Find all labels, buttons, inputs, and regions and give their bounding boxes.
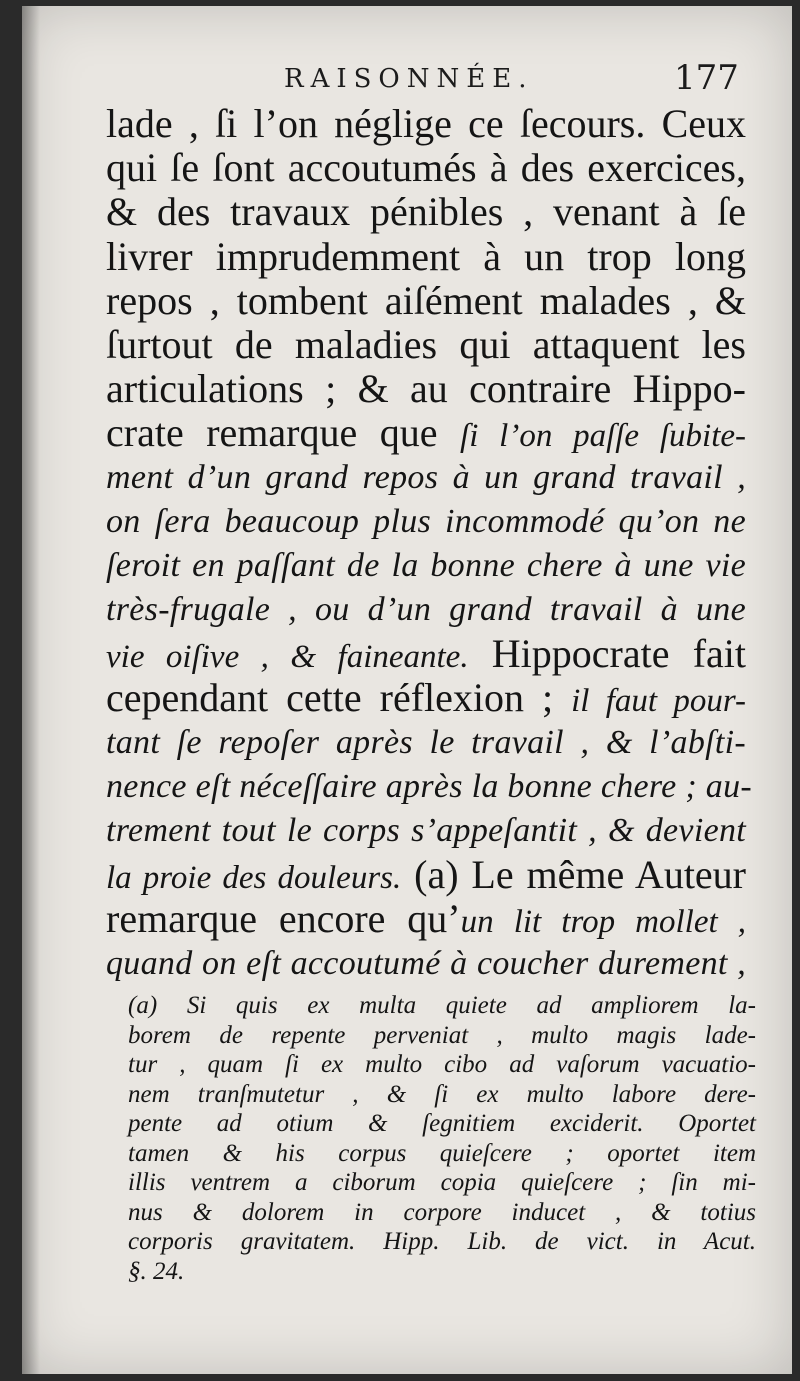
footnote-line: tur , quam ſi ex multo cibo ad vaſorum vacuatio- [128, 1051, 756, 1078]
body-line-italic: quand on eſt accoutumé à coucher durement , [106, 944, 746, 982]
page-number: 177 [674, 58, 739, 98]
body-line-italic: très-frugale , ou d’un grand travail à une [106, 591, 746, 629]
body-line: repos , tombent aiſément malades , & [106, 277, 746, 323]
body-line: vie oiſive , & faineante. Hippocrate fait [106, 631, 746, 677]
body-line: & des travaux pénibles , venant à ſe [106, 189, 746, 235]
body-line: articulations ; & au contraire Hippo- [106, 366, 746, 412]
body-line: crate remarque que ſi l’on paſſe ſubite- [106, 410, 746, 456]
body-line-italic: tant ſe repoſer après le travail , & l’abſti- [106, 723, 746, 761]
page-header [22, 58, 792, 98]
body-line: remarque encore qu’un lit trop mollet , [106, 896, 746, 942]
footnote-line: pente ad otium & ſegnitiem exciderit. Oportet [128, 1110, 756, 1137]
footnote-line: tamen & his corpus quieſcere ; oportet item [128, 1139, 756, 1167]
body-line: la proie des douleurs. (a) Le même Auteur [106, 852, 747, 898]
footnote-line: borem de repente perveniat , multo magis lade- [128, 1021, 756, 1049]
footnote-line: §. 24. [128, 1257, 185, 1285]
body-line: qui ſe ſont accoutumés à des exercices, [106, 145, 746, 191]
footnote-line: nem tranſmutetur , & ſi ex multo labore dere- [128, 1080, 756, 1108]
page-gutter-shadow [22, 6, 40, 1374]
body-line-italic: trement tout le corps s’appeſantit , & devient [106, 812, 746, 849]
footnote-line: corporis gravitatem. Hipp. Lib. de vict. in Acut. [128, 1228, 756, 1255]
footnote-line: nus & dolorem in corpore inducet , & totius [128, 1198, 756, 1226]
body-line-italic: ſeroit en paſſant de la bonne chere à une vie [106, 546, 746, 584]
body-line: livrer imprudemment à un trop long [106, 233, 746, 279]
body-line: cependant cette réflexion ; il faut pour- [106, 675, 746, 721]
body-line-italic: nence eſt néceſſaire après la bonne chere ; au- [106, 767, 753, 805]
book-page [22, 6, 792, 1374]
running-head: RAISONNÉE. [284, 64, 534, 94]
footnote-block [128, 991, 756, 1286]
body-line: lade , ſi l’on néglige ce ſecours. Ceux [106, 101, 746, 146]
body-line-italic: ment d’un grand repos à un grand travail , [106, 458, 746, 496]
body-text [106, 101, 753, 986]
body-line-italic: on ſera beaucoup plus incommodé qu’on ne [106, 502, 746, 540]
body-line: ſurtout de maladies qui attaquent les [106, 321, 746, 367]
footnote-line: (a) Si quis ex multa quiete ad ampliorem la- [128, 992, 756, 1019]
footnote-line: illis ventrem a ciborum copia quieſcere ; ſin mi- [128, 1169, 756, 1196]
